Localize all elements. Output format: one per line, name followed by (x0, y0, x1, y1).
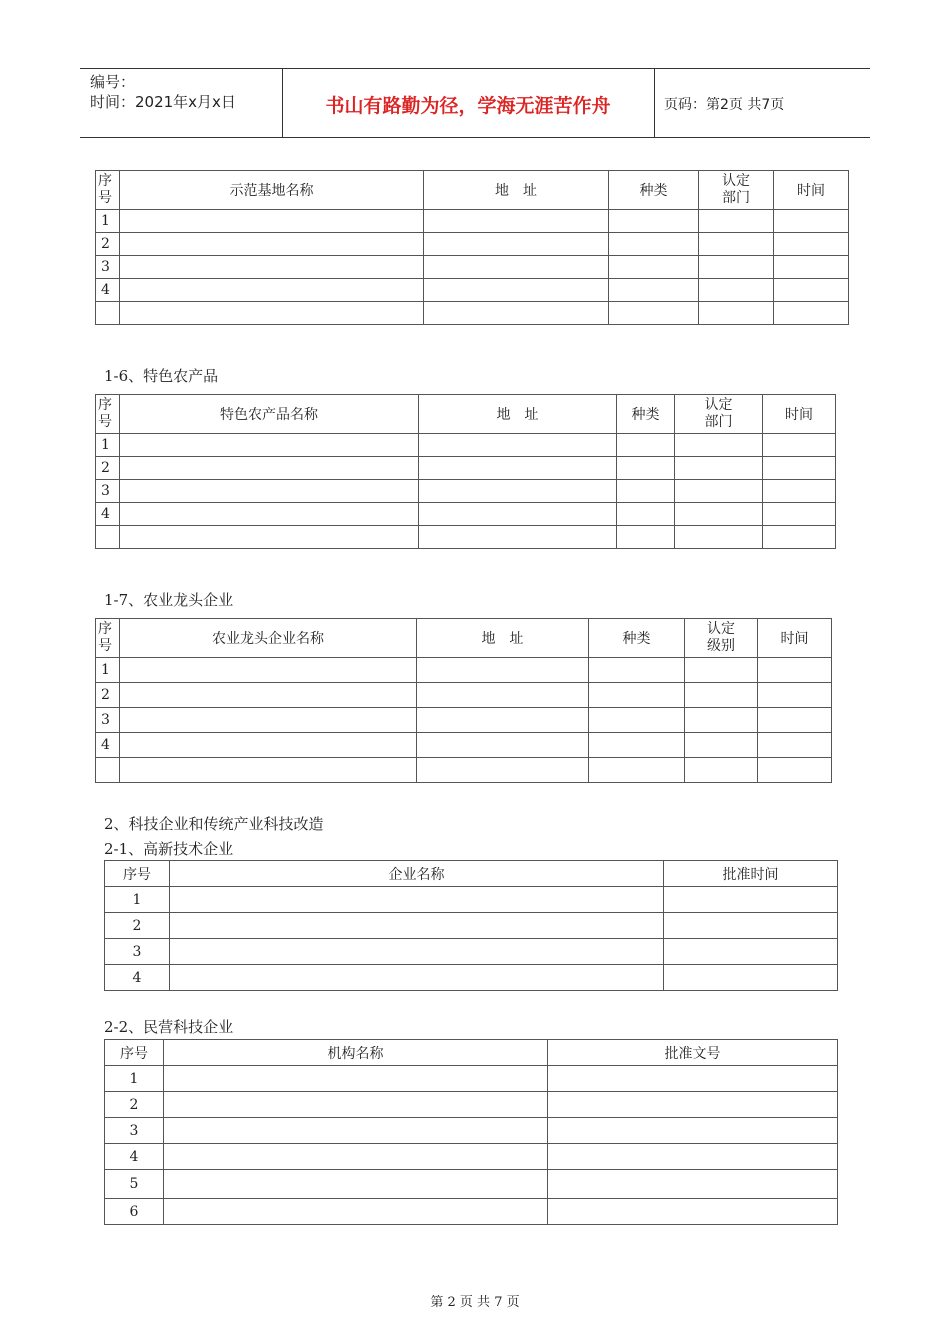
cell-time[interactable] (758, 683, 832, 708)
cell-name[interactable] (164, 1144, 548, 1170)
cell-name[interactable] (120, 210, 424, 233)
table-row (105, 1118, 838, 1144)
row-seq: 1 (96, 434, 120, 457)
cell-type[interactable] (609, 302, 699, 325)
cell-dept[interactable] (699, 256, 774, 279)
header-page-number: 页码：第2页 共7页 (664, 97, 785, 113)
cell-type[interactable] (589, 683, 685, 708)
section-caption: 1-7、农业龙头企业 (104, 591, 234, 609)
column-header-approval-time: 批准时间 (664, 861, 838, 887)
table-row (96, 279, 849, 302)
column-header-name: 示范基地名称 (120, 171, 424, 210)
column-header-seq: 序号 (105, 1040, 164, 1066)
column-header-seq: 序 号 (96, 395, 120, 434)
column-header-type: 种类 (617, 395, 675, 434)
table-row (96, 733, 832, 758)
row-seq: 4 (105, 965, 170, 991)
cell-name[interactable] (164, 1092, 548, 1118)
table-header-row (96, 395, 836, 434)
table-row (96, 480, 836, 503)
cell-type[interactable] (589, 708, 685, 733)
table-header-row (105, 861, 838, 887)
cell-approval-doc[interactable] (548, 1118, 838, 1144)
cell-approval-time[interactable] (664, 913, 838, 939)
cell-name[interactable] (164, 1170, 548, 1199)
row-seq: 1 (105, 887, 170, 913)
row-seq (96, 526, 120, 549)
cell-name[interactable] (164, 1066, 548, 1092)
cell-name[interactable] (164, 1118, 548, 1144)
cell-address[interactable] (424, 279, 609, 302)
cell-dept[interactable] (699, 279, 774, 302)
row-seq: 2 (96, 457, 120, 480)
cell-type[interactable] (609, 256, 699, 279)
private-tech-enterprise-table (104, 1039, 838, 1225)
row-seq: 4 (96, 503, 120, 526)
cell-type[interactable] (609, 233, 699, 256)
cell-time[interactable] (758, 658, 832, 683)
table-row (105, 1170, 838, 1199)
cell-address[interactable] (419, 457, 617, 480)
table-header-row (96, 171, 849, 210)
table-row (105, 965, 838, 991)
table-header-row (105, 1040, 838, 1066)
table-row (96, 210, 849, 233)
row-seq: 6 (105, 1199, 164, 1225)
table-row (96, 526, 836, 549)
cell-type[interactable] (589, 733, 685, 758)
header-meta (90, 72, 236, 112)
table-row (105, 1199, 838, 1225)
column-header-address: 地 址 (417, 619, 589, 658)
cell-approval-doc[interactable] (548, 1092, 838, 1118)
cell-level[interactable] (685, 758, 758, 783)
table-row (105, 1092, 838, 1118)
table-row (96, 434, 836, 457)
row-seq: 2 (105, 913, 170, 939)
section-caption: 2-1、高新技术企业 (104, 840, 234, 858)
cell-type[interactable] (589, 658, 685, 683)
table-row (96, 708, 832, 733)
cell-name[interactable] (120, 683, 417, 708)
cell-name[interactable] (120, 233, 424, 256)
cell-type[interactable] (609, 279, 699, 302)
row-seq: 4 (105, 1144, 164, 1170)
cell-approval-doc[interactable] (548, 1170, 838, 1199)
cell-name[interactable] (170, 939, 664, 965)
column-header-seq: 序号 (105, 861, 170, 887)
cell-approval-doc[interactable] (548, 1199, 838, 1225)
page-footer: 第 2 页 共 7 页 (430, 1295, 520, 1310)
column-header-time: 时间 (763, 395, 836, 434)
cell-time[interactable] (763, 457, 836, 480)
cell-level[interactable] (685, 708, 758, 733)
column-header-address: 地 址 (419, 395, 617, 434)
cell-dept[interactable] (675, 503, 763, 526)
table-header-row (96, 619, 832, 658)
cell-address[interactable] (419, 503, 617, 526)
row-seq: 3 (96, 256, 120, 279)
leading-enterprise-table (95, 618, 832, 783)
cell-address[interactable] (424, 302, 609, 325)
cell-type[interactable] (617, 434, 675, 457)
cell-time[interactable] (763, 480, 836, 503)
column-header-type: 种类 (609, 171, 699, 210)
cell-time[interactable] (774, 233, 849, 256)
row-seq: 2 (96, 683, 120, 708)
row-seq: 1 (96, 658, 120, 683)
table-row (105, 1144, 838, 1170)
row-seq: 4 (96, 279, 120, 302)
cell-name[interactable] (120, 302, 424, 325)
document-date: 时间：2021年x月x日 (90, 93, 236, 111)
cell-name[interactable] (120, 733, 417, 758)
cell-name[interactable] (120, 279, 424, 302)
row-seq (96, 758, 120, 783)
table-row (96, 758, 832, 783)
cell-name[interactable] (120, 256, 424, 279)
row-seq (96, 302, 120, 325)
column-header-name: 机构名称 (164, 1040, 548, 1066)
cell-type[interactable] (617, 503, 675, 526)
cell-approval-time[interactable] (664, 965, 838, 991)
cell-name[interactable] (120, 503, 419, 526)
high-tech-enterprise-table (104, 860, 838, 991)
cell-level[interactable] (685, 658, 758, 683)
row-seq: 2 (105, 1092, 164, 1118)
column-header-level: 认定 级别 (685, 619, 758, 658)
cell-approval-time[interactable] (664, 939, 838, 965)
page-header (80, 68, 870, 138)
row-seq: 3 (96, 708, 120, 733)
document-number: 编号： (90, 73, 136, 91)
table-row (96, 683, 832, 708)
cell-approval-doc[interactable] (548, 1144, 838, 1170)
cell-type[interactable] (617, 480, 675, 503)
cell-time[interactable] (774, 302, 849, 325)
column-header-name: 企业名称 (170, 861, 664, 887)
section-caption: 2、科技企业和传统产业科技改造 (104, 815, 324, 833)
row-seq: 1 (96, 210, 120, 233)
cell-time[interactable] (758, 733, 832, 758)
cell-type[interactable] (609, 210, 699, 233)
cell-dept[interactable] (675, 526, 763, 549)
cell-time[interactable] (763, 434, 836, 457)
cell-time[interactable] (763, 503, 836, 526)
table-row (96, 256, 849, 279)
row-seq: 3 (105, 939, 170, 965)
cell-name[interactable] (170, 965, 664, 991)
cell-dept[interactable] (675, 457, 763, 480)
cell-time[interactable] (774, 210, 849, 233)
cell-type[interactable] (617, 526, 675, 549)
table-row (96, 302, 849, 325)
header-motto: 书山有路勤为径，学海无涯苦作舟 (325, 95, 611, 117)
cell-name[interactable] (164, 1199, 548, 1225)
cell-level[interactable] (685, 733, 758, 758)
cell-name[interactable] (120, 758, 417, 783)
cell-address[interactable] (419, 526, 617, 549)
section-caption: 1-6、特色农产品 (104, 367, 219, 385)
cell-address[interactable] (417, 683, 589, 708)
column-header-type: 种类 (589, 619, 685, 658)
cell-name[interactable] (170, 887, 664, 913)
cell-level[interactable] (685, 683, 758, 708)
column-header-seq: 序 号 (96, 619, 120, 658)
row-seq: 1 (105, 1066, 164, 1092)
cell-address[interactable] (424, 233, 609, 256)
cell-time[interactable] (774, 279, 849, 302)
column-header-time: 时间 (774, 171, 849, 210)
table-row (96, 457, 836, 480)
cell-address[interactable] (419, 480, 617, 503)
row-seq: 2 (96, 233, 120, 256)
table-row (105, 1066, 838, 1092)
cell-address[interactable] (417, 758, 589, 783)
cell-address[interactable] (417, 658, 589, 683)
row-seq: 4 (96, 733, 120, 758)
cell-approval-time[interactable] (664, 887, 838, 913)
cell-approval-doc[interactable] (548, 1066, 838, 1092)
specialty-product-table (95, 394, 836, 549)
cell-address[interactable] (424, 210, 609, 233)
cell-address[interactable] (417, 708, 589, 733)
cell-time[interactable] (763, 526, 836, 549)
section-caption: 2-2、民营科技企业 (104, 1018, 234, 1036)
cell-dept[interactable] (699, 302, 774, 325)
demo-base-table (95, 170, 849, 325)
column-header-name: 农业龙头企业名称 (120, 619, 417, 658)
column-header-dept: 认定 部门 (675, 395, 763, 434)
cell-type[interactable] (589, 758, 685, 783)
cell-time[interactable] (758, 758, 832, 783)
cell-type[interactable] (617, 457, 675, 480)
row-seq: 3 (96, 480, 120, 503)
row-seq: 3 (105, 1118, 164, 1144)
cell-name[interactable] (170, 913, 664, 939)
cell-name[interactable] (120, 526, 419, 549)
table-row (96, 658, 832, 683)
cell-name[interactable] (120, 658, 417, 683)
column-header-approval-doc: 批准文号 (548, 1040, 838, 1066)
cell-time[interactable] (758, 708, 832, 733)
cell-time[interactable] (774, 256, 849, 279)
cell-address[interactable] (417, 733, 589, 758)
table-row (105, 939, 838, 965)
cell-dept[interactable] (675, 434, 763, 457)
column-header-seq: 序 号 (96, 171, 120, 210)
cell-dept[interactable] (675, 480, 763, 503)
table-row (105, 913, 838, 939)
cell-address[interactable] (424, 256, 609, 279)
cell-name[interactable] (120, 480, 419, 503)
cell-address[interactable] (419, 434, 617, 457)
row-seq: 5 (105, 1170, 164, 1199)
cell-dept[interactable] (699, 233, 774, 256)
table-row (96, 503, 836, 526)
cell-name[interactable] (120, 457, 419, 480)
header-divider (654, 69, 655, 137)
column-header-name: 特色农产品名称 (120, 395, 419, 434)
column-header-address: 地 址 (424, 171, 609, 210)
table-row (105, 887, 838, 913)
table-row (96, 233, 849, 256)
cell-name[interactable] (120, 708, 417, 733)
column-header-dept: 认定 部门 (699, 171, 774, 210)
column-header-time: 时间 (758, 619, 832, 658)
cell-name[interactable] (120, 434, 419, 457)
cell-dept[interactable] (699, 210, 774, 233)
